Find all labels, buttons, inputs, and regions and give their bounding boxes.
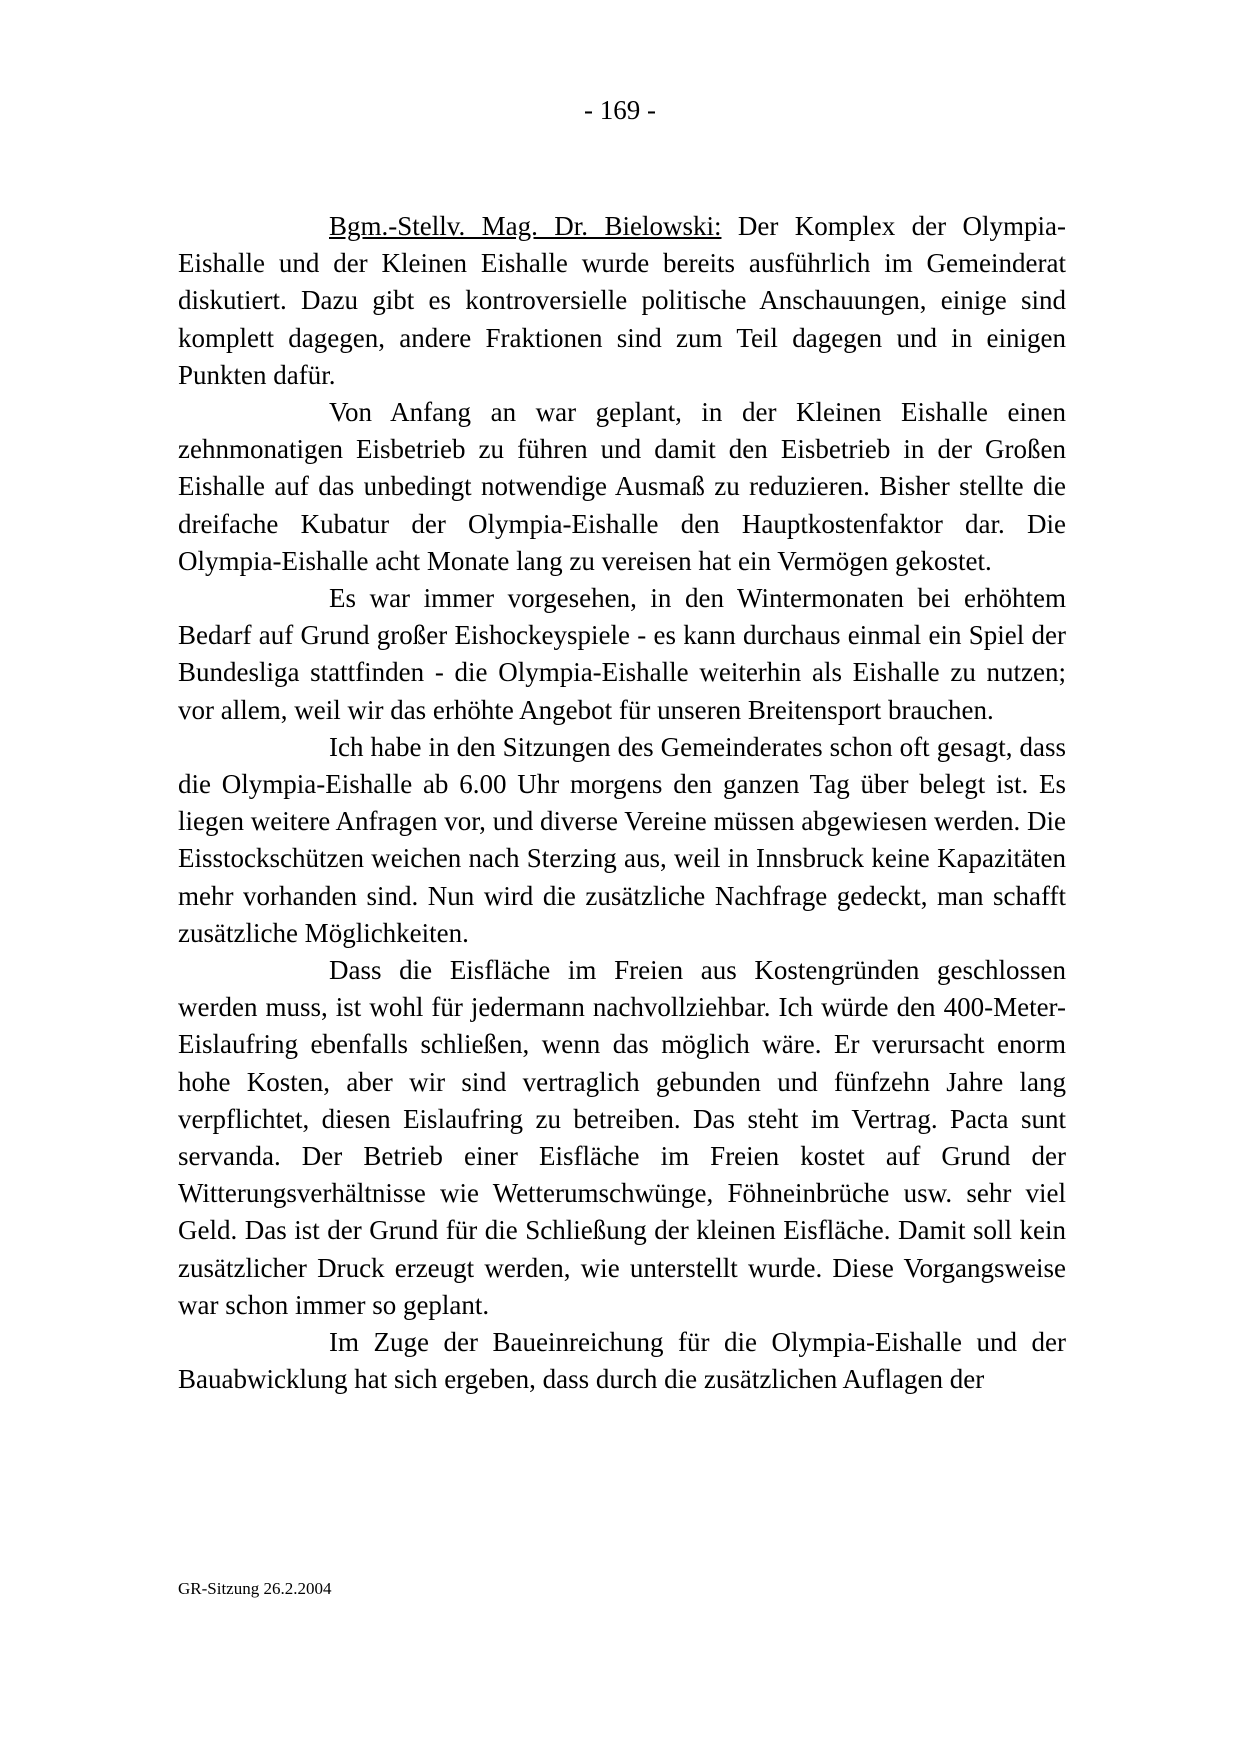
paragraph-6: Im Zuge der Baueinreichung für die Olympia-Eishalle und der Bauabwicklung hat sich ergeben, dass durch die zusätzlichen Auflagen der [178, 1327, 1066, 1395]
paragraph-3: Es war immer vorgesehen, in den Wintermonaten bei erhöhtem Bedarf auf Grund großer Eishockeyspiele - es kann durchaus einmal ein Spiel der Bundesliga stattfinden - die Olympia-Eishalle weiterhin als Eishalle zu nutzen; vor allem, weil wir das erhöhte Angebot für unseren Breitensport brauchen. [178, 583, 1066, 725]
paragraph-1-text: Der Komplex der Olympia-Eishalle und der Kleinen Eishalle wurde bereits ausführlich im Gemeinderat diskutiert. Dazu gibt es kontroversielle politische Anschauungen, einige sind komplett dagegen, andere Fraktionen sind zum Teil dagegen und in einigen Punkten dafür. [178, 211, 1066, 390]
footer-session-date: GR-Sitzung 26.2.2004 [178, 1579, 332, 1598]
paragraph-4: Ich habe in den Sitzungen des Gemeinderates schon oft gesagt, dass die Olympia-Eishalle ab 6.00 Uhr morgens den ganzen Tag über belegt ist. Es liegen weitere Anfragen vor, und diverse Vereine müssen abgewiesen werden. Die Eisstockschützen weichen nach Sterzing aus, weil in Innsbruck keine Kapazitäten mehr vorhanden sind. Nun wird die zusätzliche Nachfrage gedeckt, man schafft zusätzliche Möglichkeiten. [178, 731, 1066, 948]
paragraph-2: Von Anfang an war geplant, in der Kleinen Eishalle einen zehnmonatigen Eisbetrieb zu führen und damit den Eisbetrieb in der Großen Eishalle auf das unbedingt notwendige Ausmaß zu reduzieren. Bisher stellte die dreifache Kubatur der Olympia-Eishalle den Hauptkostenfaktor dar. Die Olympia-Eishalle acht Monate lang zu vereisen hat ein Vermögen gekostet. [178, 397, 1066, 576]
speech-body [178, 208, 1066, 1399]
speaker-name: Bgm.-Stellv. Mag. Dr. Bielowski: [329, 211, 722, 241]
paragraph-5: Dass die Eisfläche im Freien aus Kostengründen geschlossen werden muss, ist wohl für jedermann nachvollziehbar. Ich würde den 400-Meter-Eislaufring ebenfalls schließen, wenn das möglich wäre. Er verursacht enorm hohe Kosten, aber wir sind vertraglich gebunden und fünfzehn Jahre lang verpflichtet, diesen Eislaufring zu betreiben. Das steht im Vertrag. Pacta sunt servanda. Der Betrieb einer Eisfläche im Freien kostet auf Grund der Witterungsverhältnisse wie Wetterumschwünge, Föhneinbrüche usw. sehr viel Geld. Das ist der Grund für die Schließung der kleinen Eisfläche. Damit soll kein zusätzlicher Druck erzeugt werden, wie unterstellt wurde. Diese Vorgangsweise war schon immer so geplant. [178, 955, 1066, 1320]
page-number: - 169 - [584, 95, 656, 125]
paragraph-1 [178, 208, 1066, 394]
